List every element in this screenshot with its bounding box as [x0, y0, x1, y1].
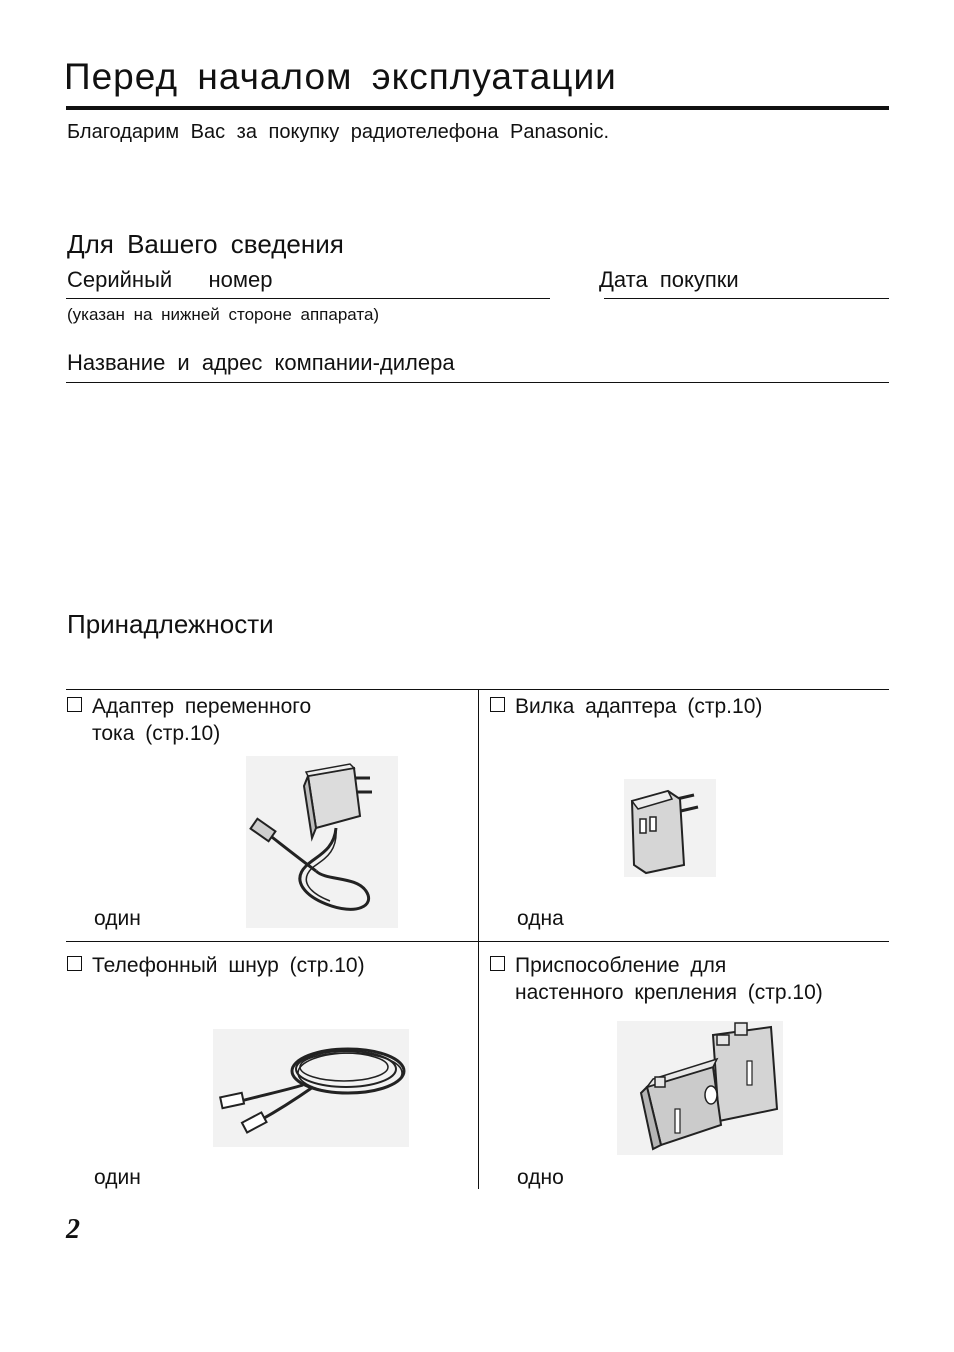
accessory-label-continued: настенного крепления (стр.10): [515, 981, 823, 1004]
accessory-label: Вилка адаптера (стр.10): [515, 695, 763, 718]
accessory-quantity: один: [94, 1166, 141, 1189]
thanks-text: Благодарим Вас за покупку радиотелефона Panasonic.: [67, 121, 610, 143]
accessory-label: Приспособление для: [515, 954, 727, 977]
adapter-plug-illustration: [624, 779, 716, 877]
purchase-date-label: Дата покупки: [599, 267, 739, 292]
checkbox-icon: [67, 956, 82, 971]
checkbox-icon: [490, 697, 505, 712]
ac-adapter-illustration: [246, 756, 398, 928]
page-number: 2: [66, 1214, 80, 1245]
checkbox-icon: [67, 697, 82, 712]
serial-number-label: Серийный номер: [67, 267, 273, 292]
accessory-label-continued: тока (стр.10): [92, 722, 221, 745]
wall-mount-bracket-illustration: [617, 1021, 783, 1155]
title-divider: [66, 106, 889, 110]
accessory-quantity: один: [94, 907, 141, 930]
dealer-label: Название и адрес компании-дилера: [67, 350, 455, 375]
accessory-quantity: одна: [517, 907, 564, 930]
accessories-heading: Принадлежности: [67, 609, 274, 639]
serial-number-note: (указан на нижней стороне аппарата): [67, 305, 380, 324]
accessory-item-wall-mount: [490, 952, 823, 1006]
telephone-cord-illustration: [213, 1029, 409, 1147]
info-heading: Для Вашего сведения: [67, 229, 344, 259]
accessory-quantity: одно: [517, 1166, 564, 1189]
checkbox-icon: [490, 956, 505, 971]
serial-number-line: [66, 298, 550, 299]
purchase-date-line: [604, 298, 889, 299]
page-title: Перед началом эксплуатации: [64, 56, 617, 97]
accessory-item-ac-adapter: [67, 693, 311, 747]
accessory-item-telephone-cord: [67, 952, 365, 979]
accessory-label: Телефонный шнур (стр.10): [92, 954, 365, 977]
dealer-line: [66, 382, 889, 383]
table-column-divider: [478, 689, 479, 1189]
accessory-label: Адаптер переменного: [92, 695, 312, 718]
accessory-item-adapter-plug: [490, 693, 762, 720]
